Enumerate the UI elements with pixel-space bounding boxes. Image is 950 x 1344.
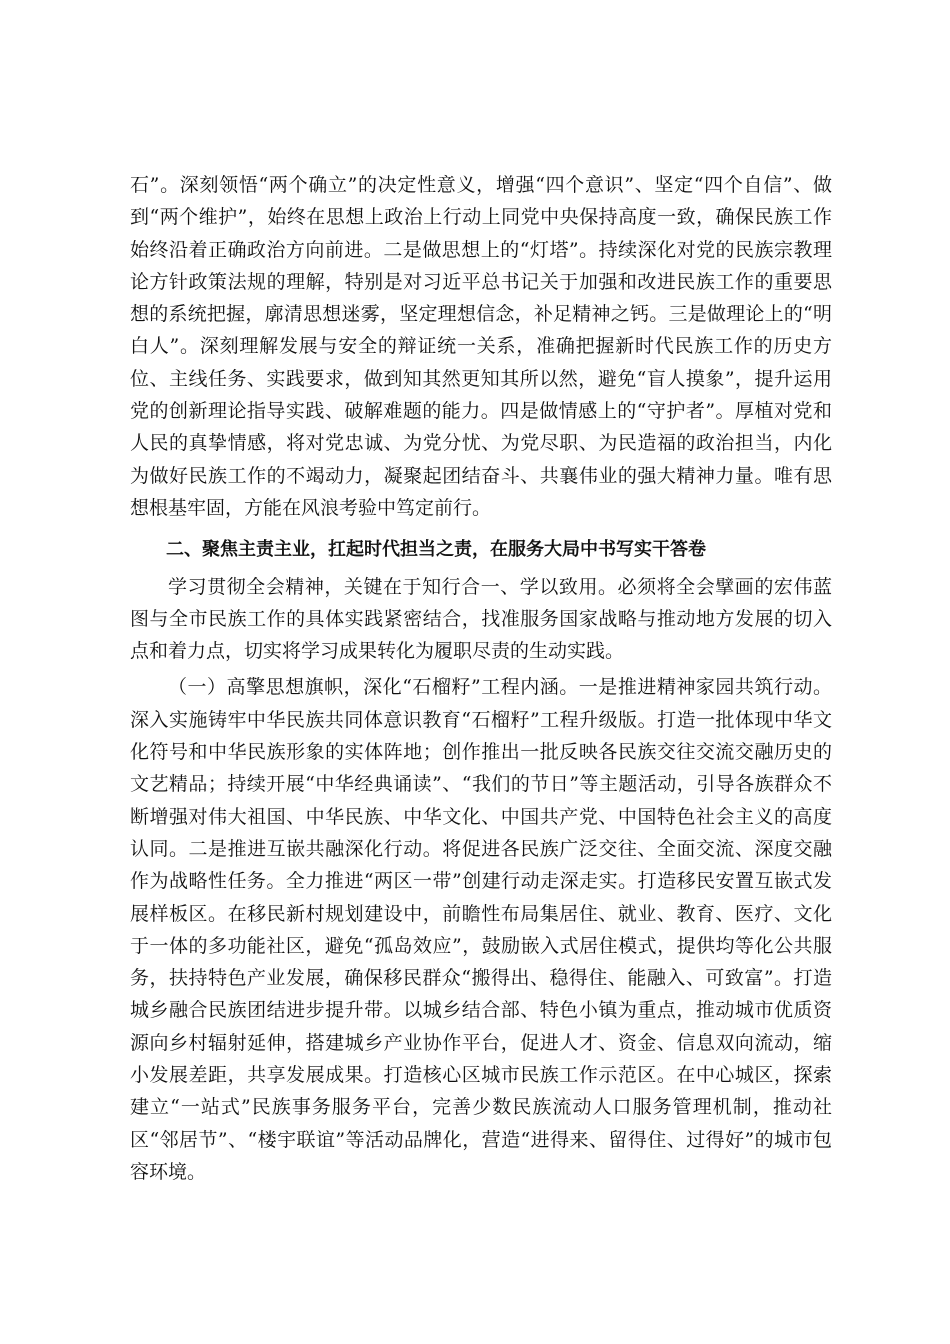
paragraph-intro: 学习贯彻全会精神，关键在于知行合一、学以致用。必须将全会擘画的宏伟蓝图与全市民族工作的具体实践紧密结合，找准服务国家战略与推动地方发展的切入点和着力点，切实将学习成果转化为履职尽责的生动实践。: [130, 575, 832, 663]
document-body: [130, 169, 832, 1188]
paragraph-continued: 石”。深刻领悟“两个确立”的决定性意义，增强“四个意识”、坚定“四个自信”、做到“两个维护”，始终在思想上政治上行动上同党中央保持高度一致，确保民族工作始终沿着正确政治方向前进。二是做思想上的“灯塔”。持续深化对党的民族宗教理论方针政策法规的理解，特别是对习近平总书记关于加强和改进民族工作的重要思想的系统把握，廓清思想迷雾，坚定理想信念，补足精神之钙。三是做理论上的“明白人”。深刻理解发展与安全的辩证统一关系，准确把握新时代民族工作的历史方位、主线任务、实践要求，做到知其然更知其所以然，避免“盲人摸象”，提升运用党的创新理论指导实践、破解难题的能力。四是做情感上的“守护者”。厚植对党和人民的真挚情感，将对党忠诚、为党分忧、为党尽职、为民造福的政治担当，内化为做好民族工作的不竭动力，凝聚起团结奋斗、共襄伟业的强大精神力量。唯有思想根基牢固，方能在风浪考验中笃定前行。: [130, 174, 832, 519]
section-heading: 二、聚焦主责主业，扛起时代担当之责，在服务大局中书写实干答卷: [166, 539, 706, 561]
paragraph-subsection-1: （一）高擎思想旗帜，深化“石榴籽”工程内涵。一是推进精神家园共筑行动。深入实施铸牢中华民族共同体意识教育“石榴籽”工程升级版。打造一批体现中华文化符号和中华民族形象的实体阵地；创作推出一批反映各民族交往交流交融历史的文艺精品；持续开展“中华经典诵读”、“我们的节日”等主题活动，引导各族群众不断增强对伟大祖国、中华民族、中华文化、中国共产党、中国特色社会主义的高度认同。二是推进互嵌共融深化行动。将促进各民族广泛交往、全面交流、深度交融作为战略性任务。全力推进“两区一带”创建行动走深走实。打造移民安置互嵌式发展样板区。在移民新村规划建设中，前瞻性布局集居住、就业、教育、医疗、文化于一体的多功能社区，避免“孤岛效应”，鼓励嵌入式居住模式，提供均等化公共服务，扶持特色产业发展，确保移民群众“搬得出、稳得住、能融入、可致富”。打造城乡融合民族团结进步提升带。以城乡结合部、特色小镇为重点，推动城市优质资源向乡村辐射延伸，搭建城乡产业协作平台，促进人才、资金、信息双向流动，缩小发展差距，共享发展成果。打造核心区城市民族工作示范区。在中心城区，探索建立“一站式”民族事务服务平台，完善少数民族流动人口服务管理机制，推动社区“邻居节”、“楼宇联谊”等活动品牌化，营造“进得来、留得住、过得好”的城市包容环境。: [130, 676, 832, 1183]
